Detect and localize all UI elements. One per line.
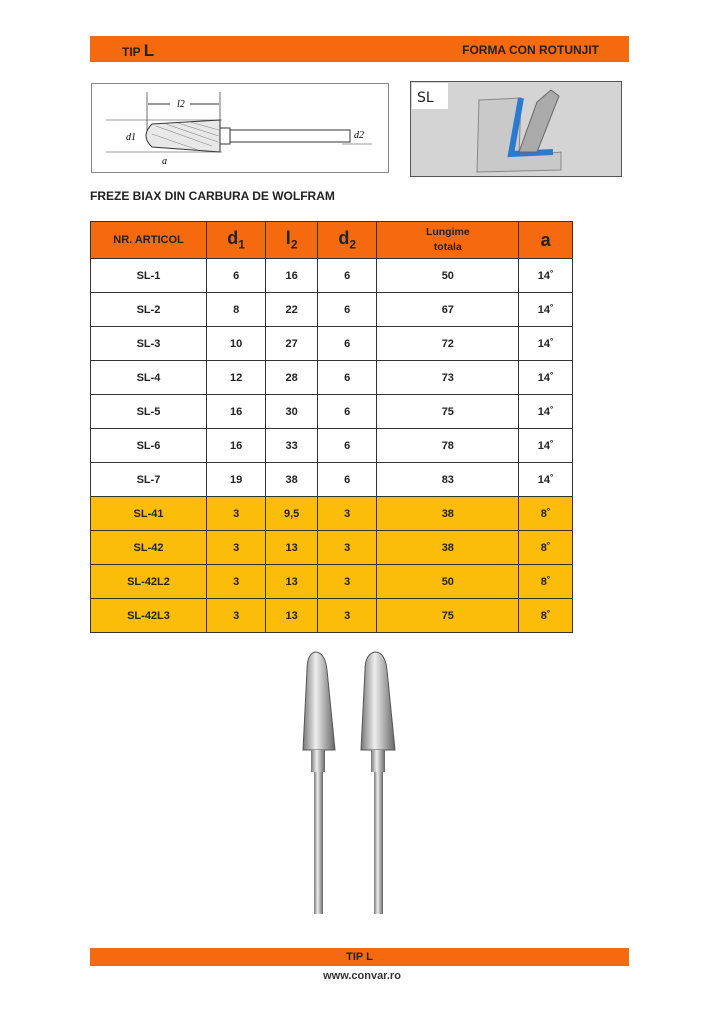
table-cell: 27 — [266, 327, 318, 361]
table-cell: SL-1 — [91, 259, 207, 293]
header-bar — [90, 36, 629, 62]
table-cell: SL-42 — [91, 531, 207, 565]
table-cell: SL-4 — [91, 361, 207, 395]
a-label: a — [162, 156, 167, 167]
table-cell: 3 — [318, 599, 377, 633]
table-cell: 38 — [377, 497, 519, 531]
table-cell: 14˚ — [519, 395, 573, 429]
burr-right — [361, 652, 395, 914]
table-cell: 3 — [207, 497, 266, 531]
table-cell: 50 — [377, 259, 519, 293]
table-cell: SL-42L2 — [91, 565, 207, 599]
table-cell: 14˚ — [519, 463, 573, 497]
table-cell: 75 — [377, 599, 519, 633]
table-cell: 33 — [266, 429, 318, 463]
table-cell: 13 — [266, 531, 318, 565]
table-cell: SL-6 — [91, 429, 207, 463]
table-cell: 10 — [207, 327, 266, 361]
specs-table — [90, 221, 573, 633]
application-image — [410, 81, 622, 177]
table-cell: 78 — [377, 429, 519, 463]
table-cell: SL-5 — [91, 395, 207, 429]
table-cell: 73 — [377, 361, 519, 395]
table-cell: 3 — [318, 497, 377, 531]
table-row — [91, 327, 573, 361]
website-link[interactable]: www.convar.ro — [323, 970, 401, 982]
table-cell: SL-42L3 — [91, 599, 207, 633]
table-cell: 6 — [318, 361, 377, 395]
table-cell: 6 — [207, 259, 266, 293]
burr-left — [303, 652, 335, 914]
table-cell: 14˚ — [519, 259, 573, 293]
table-cell: 19 — [207, 463, 266, 497]
table-cell: 3 — [318, 531, 377, 565]
table-row — [91, 531, 573, 565]
table-cell: 3 — [207, 565, 266, 599]
col-total-length: Lungime totala — [377, 222, 519, 259]
table-cell: 22 — [266, 293, 318, 327]
table-cell: 12 — [207, 361, 266, 395]
table-cell: 6 — [318, 395, 377, 429]
table-cell: 8˚ — [519, 531, 573, 565]
table-cell: 3 — [207, 599, 266, 633]
table-row — [91, 293, 573, 327]
table-cell: 30 — [266, 395, 318, 429]
table-cell: 6 — [318, 463, 377, 497]
col-a: a — [519, 222, 573, 259]
table-cell: 3 — [207, 531, 266, 565]
table-cell: 14˚ — [519, 429, 573, 463]
table-cell: 6 — [318, 327, 377, 361]
col-d1: $d_1$ — [207, 222, 266, 259]
table-cell: 16 — [207, 429, 266, 463]
table-cell: SL-7 — [91, 463, 207, 497]
table-cell: 8 — [207, 293, 266, 327]
l2-label: l2 — [177, 99, 185, 110]
table-row — [91, 259, 573, 293]
table-row — [91, 497, 573, 531]
table-cell: 75 — [377, 395, 519, 429]
table-cell: SL-41 — [91, 497, 207, 531]
table-cell: 50 — [377, 565, 519, 599]
table-cell: 38 — [266, 463, 318, 497]
shape-label: FORMA CON ROTUNJIT — [462, 43, 599, 57]
table-cell: 6 — [318, 429, 377, 463]
table-cell: 13 — [266, 599, 318, 633]
d1-label: d1 — [126, 132, 136, 143]
product-subtitle: FREZE BIAX DIN CARBURA DE WOLFRAM — [90, 189, 335, 203]
table-cell: 8˚ — [519, 599, 573, 633]
table-cell: 72 — [377, 327, 519, 361]
table-cell: SL-2 — [91, 293, 207, 327]
table-cell: 14˚ — [519, 327, 573, 361]
table-row — [91, 429, 573, 463]
table-row — [91, 565, 573, 599]
product-photo — [295, 650, 415, 925]
col-article: NR. ARTICOL — [91, 222, 207, 259]
technical-drawing — [91, 83, 389, 173]
col-l2: $l_2$ — [266, 222, 318, 259]
table-row — [91, 395, 573, 429]
table-cell: 16 — [266, 259, 318, 293]
table-cell: 6 — [318, 293, 377, 327]
table-cell: 83 — [377, 463, 519, 497]
table-cell: 6 — [318, 259, 377, 293]
table-row — [91, 599, 573, 633]
table-cell: 14˚ — [519, 361, 573, 395]
table-cell: 8˚ — [519, 565, 573, 599]
table-cell: 38 — [377, 531, 519, 565]
table-cell: 8˚ — [519, 497, 573, 531]
col-d2: $d_2$ — [318, 222, 377, 259]
table-cell: 28 — [266, 361, 318, 395]
footer-bar: TIP L — [90, 948, 629, 966]
d2-label: d2 — [354, 130, 364, 141]
table-cell: SL-3 — [91, 327, 207, 361]
table-row — [91, 361, 573, 395]
table-cell: 3 — [318, 565, 377, 599]
table-row — [91, 463, 573, 497]
table-cell: 67 — [377, 293, 519, 327]
table-cell: 16 — [207, 395, 266, 429]
sl-label: SL — [417, 90, 434, 106]
table-cell: 9,5 — [266, 497, 318, 531]
type-label: TIP L — [122, 41, 155, 60]
table-cell: 14˚ — [519, 293, 573, 327]
table-cell: 13 — [266, 565, 318, 599]
